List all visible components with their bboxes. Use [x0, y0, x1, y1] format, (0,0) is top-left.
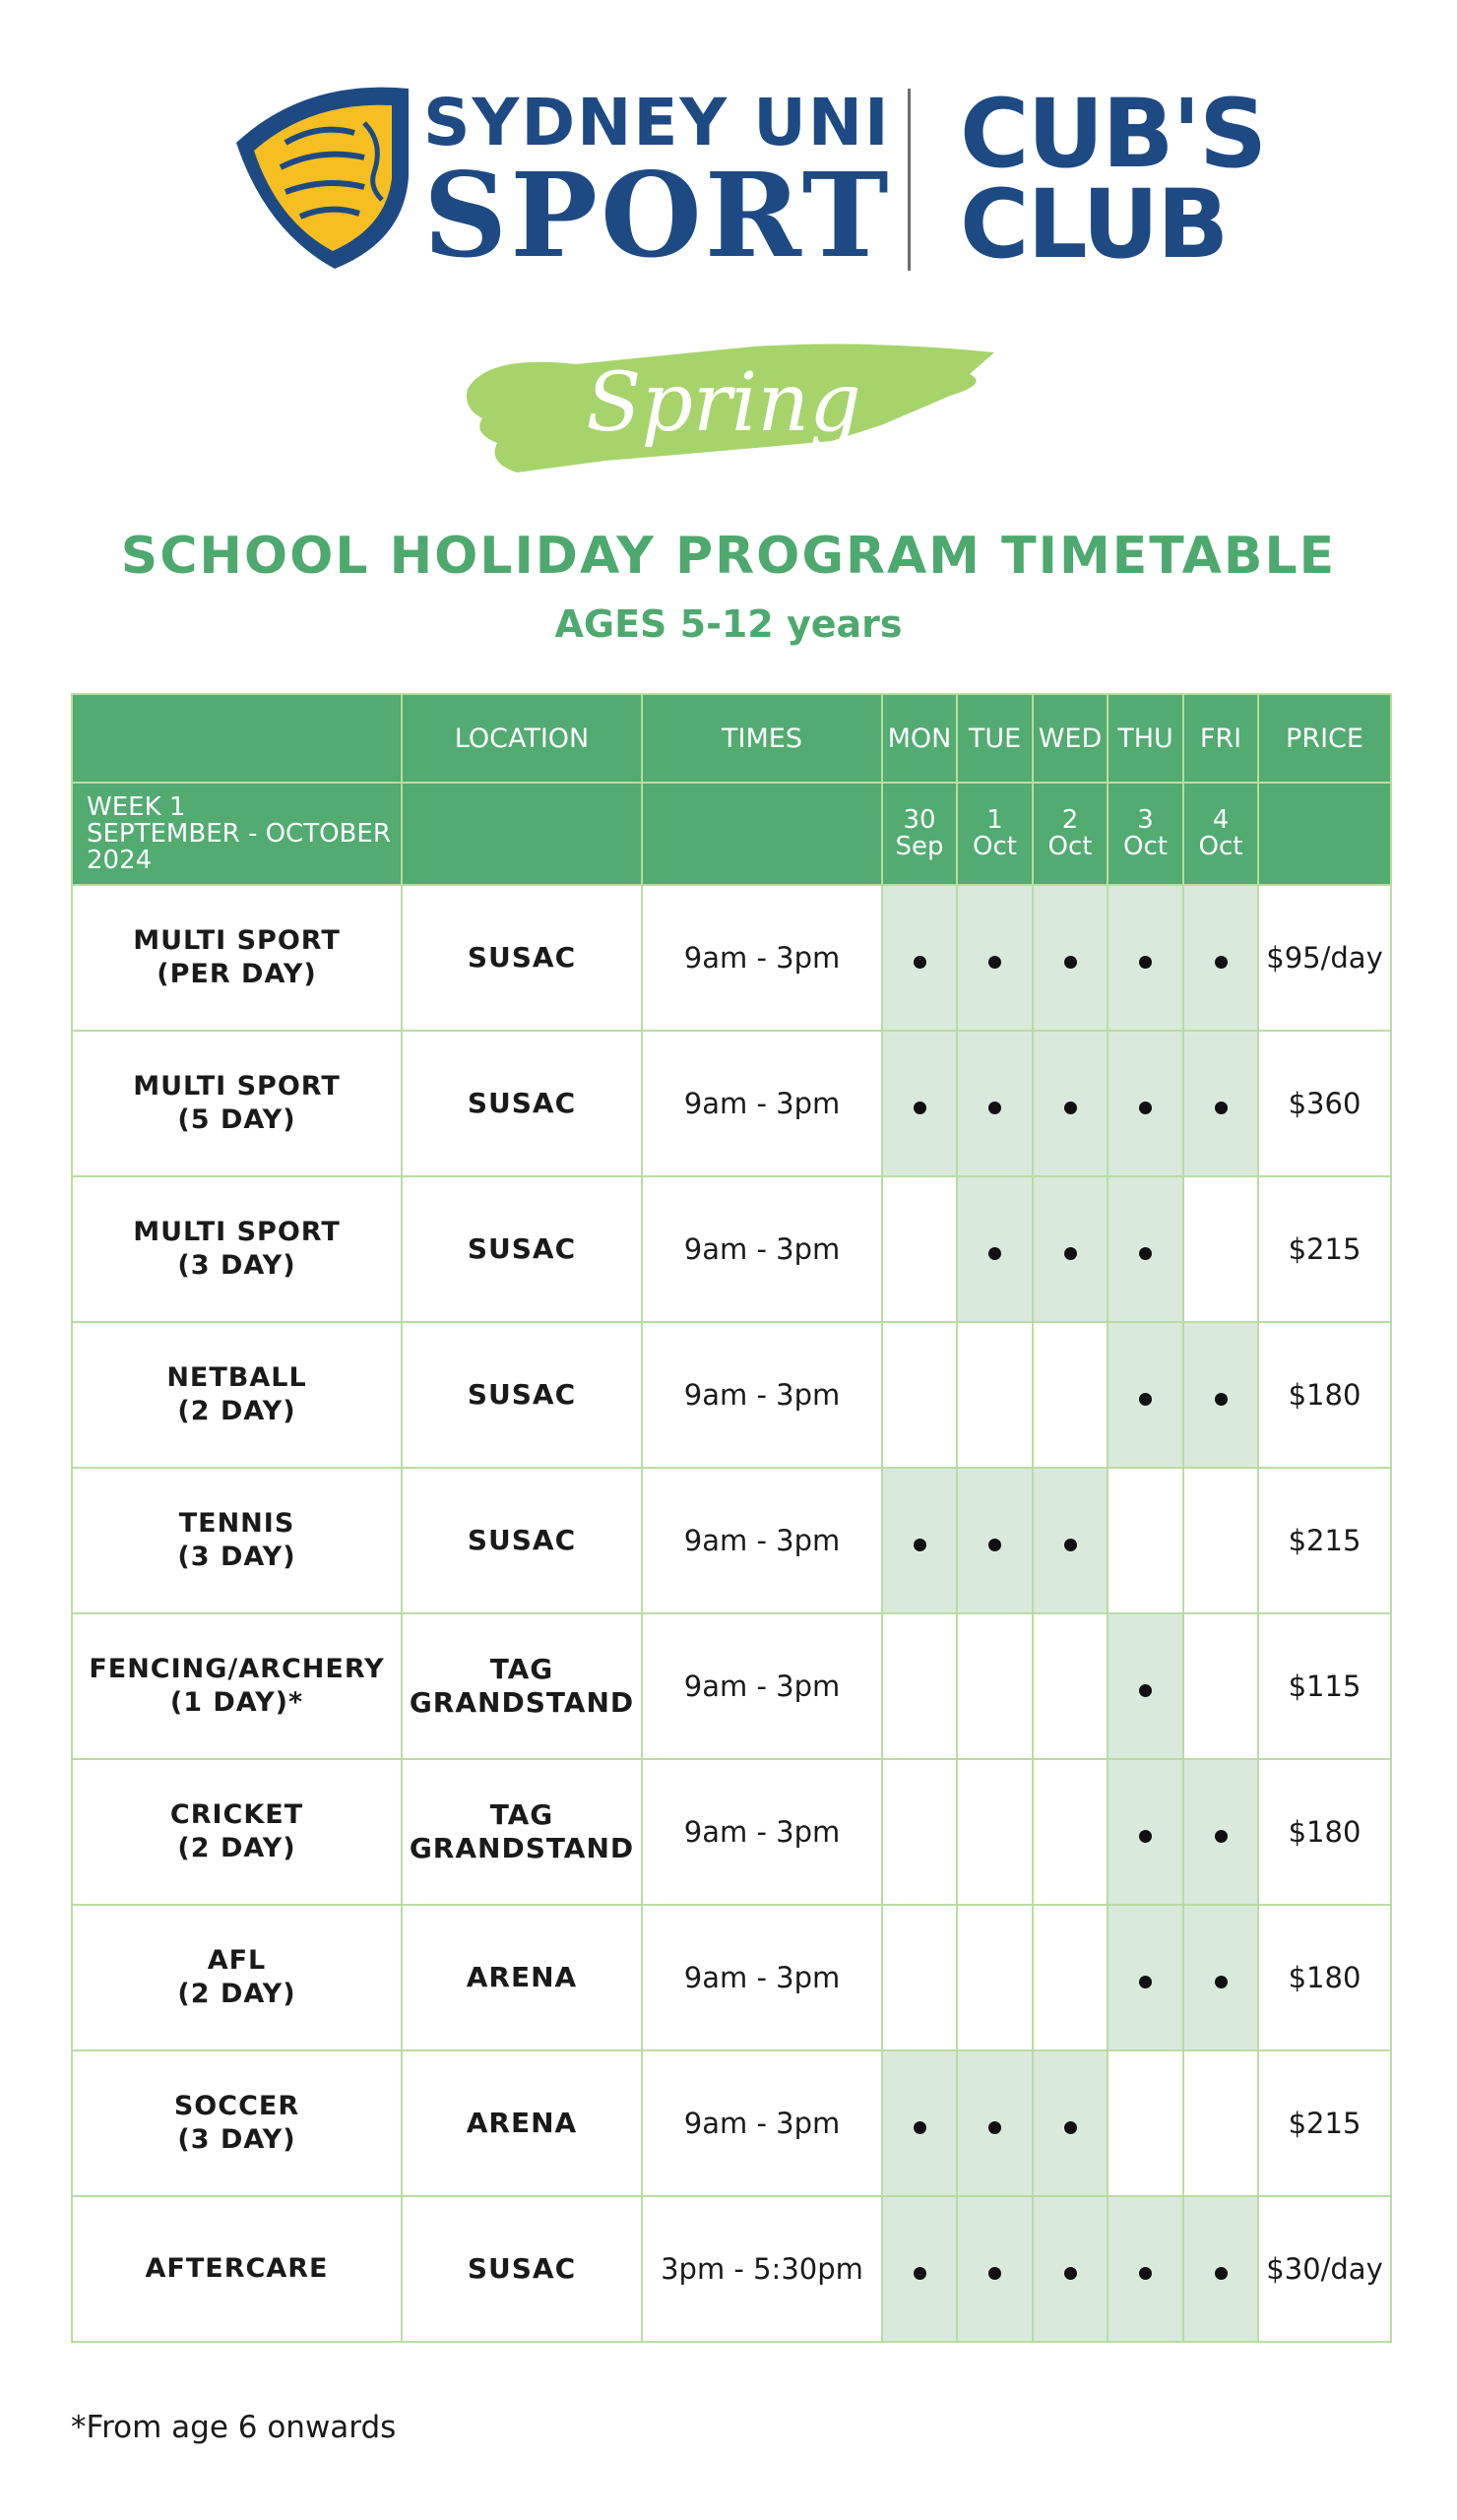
- day-cell-mon: [882, 1759, 957, 1905]
- logo-line-1: SYDNEY UNI: [423, 85, 891, 160]
- header-tue: TUE: [957, 694, 1033, 783]
- bullet-icon: [1064, 956, 1077, 969]
- header-row: [72, 694, 1391, 783]
- activity-name: AFL: [207, 1945, 267, 1976]
- week-row: [72, 783, 1391, 885]
- bullet-icon: [914, 2121, 926, 2134]
- day-cell-thu: [1108, 1613, 1183, 1759]
- table-row: [72, 1322, 1391, 1468]
- day-cell-mon: [882, 885, 957, 1031]
- location-name: SUSAC: [467, 2252, 577, 2285]
- day-cell-fri: [1183, 2196, 1258, 2342]
- day-cell-thu: [1108, 885, 1183, 1031]
- bullet-icon: [1064, 1539, 1077, 1551]
- day-cell-wed: [1033, 1759, 1108, 1905]
- day-cell-tue: [957, 2196, 1033, 2342]
- times-cell: 9am - 3pm: [642, 1613, 882, 1759]
- activity-detail: (2 DAY): [177, 1396, 296, 1426]
- bullet-icon: [1215, 1830, 1228, 1843]
- day-cell-mon: [882, 1176, 957, 1322]
- date-month: Oct: [1198, 832, 1243, 861]
- date-fri: [1183, 783, 1258, 885]
- date-day: 4: [1212, 805, 1230, 835]
- day-cell-tue: [957, 1905, 1033, 2050]
- header-activity: [72, 694, 402, 783]
- price-cell: $215: [1258, 1468, 1391, 1613]
- location-cell: [402, 2050, 642, 2196]
- day-cell-tue: [957, 1759, 1033, 1905]
- table-row: [72, 1031, 1391, 1176]
- table-row: [72, 1176, 1391, 1322]
- table-row: [72, 1468, 1391, 1613]
- day-cell-wed: [1033, 885, 1108, 1031]
- day-cell-fri: [1183, 885, 1258, 1031]
- day-cell-thu: [1108, 2050, 1183, 2196]
- header-location: LOCATION: [402, 694, 642, 783]
- bullet-icon: [914, 956, 926, 969]
- day-cell-wed: [1033, 1322, 1108, 1468]
- location-name: SUSAC: [467, 1524, 577, 1556]
- day-cell-mon: [882, 1905, 957, 2050]
- times-cell: 9am - 3pm: [642, 2050, 882, 2196]
- bullet-icon: [1139, 1976, 1152, 1988]
- week-times-blank: [642, 783, 882, 885]
- timetable: [71, 693, 1392, 2343]
- day-cell-fri: [1183, 1905, 1258, 2050]
- bullet-icon: [1064, 2267, 1077, 2280]
- bullet-icon: [1215, 1393, 1228, 1406]
- date-wed: [1033, 783, 1108, 885]
- day-cell-wed: [1033, 1905, 1108, 2050]
- bullet-icon: [914, 1539, 926, 1551]
- header-fri: FRI: [1183, 694, 1258, 783]
- location-name-2: GRANDSTAND: [409, 1832, 635, 1864]
- location-name: SUSAC: [467, 1087, 577, 1119]
- bullet-icon: [988, 1247, 1001, 1260]
- location-name-2: GRANDSTAND: [409, 1686, 635, 1719]
- date-day: 1: [986, 805, 1003, 835]
- activity-detail: (3 DAY): [177, 1542, 296, 1572]
- bullet-icon: [914, 1102, 926, 1114]
- day-cell-thu: [1108, 1176, 1183, 1322]
- location-name: SUSAC: [467, 1378, 577, 1411]
- day-cell-thu: [1108, 1759, 1183, 1905]
- header-times: TIMES: [642, 694, 882, 783]
- location-cell: [402, 1613, 642, 1759]
- activity-name: MULTI SPORT: [133, 1071, 341, 1102]
- bullet-icon: [1064, 2121, 1077, 2134]
- location-cell: [402, 2196, 642, 2342]
- price-cell: $180: [1258, 1322, 1391, 1468]
- location-name: ARENA: [466, 1961, 578, 1993]
- week-location-blank: [402, 783, 642, 885]
- logo-divider: [908, 89, 911, 271]
- day-cell-tue: [957, 1322, 1033, 1468]
- date-month: Oct: [1123, 832, 1168, 861]
- activity-detail: (3 DAY): [177, 2124, 296, 2155]
- bullet-icon: [1215, 956, 1228, 969]
- lion-shield-icon: [226, 84, 413, 271]
- bullet-icon: [1139, 1830, 1152, 1843]
- date-tue: [957, 783, 1033, 885]
- activity-name: MULTI SPORT: [133, 1217, 341, 1247]
- header-thu: THU: [1108, 694, 1183, 783]
- activity-cell: [72, 1176, 402, 1322]
- location-name: SUSAC: [467, 1232, 577, 1265]
- bullet-icon: [1139, 1393, 1152, 1406]
- activity-cell: [72, 2050, 402, 2196]
- bullet-icon: [1064, 1247, 1077, 1260]
- day-cell-fri: [1183, 1322, 1258, 1468]
- activity-cell: [72, 1322, 402, 1468]
- times-cell: 9am - 3pm: [642, 1468, 882, 1613]
- table-row: [72, 885, 1391, 1031]
- bullet-icon: [988, 1102, 1001, 1114]
- bullet-icon: [1064, 1102, 1077, 1114]
- activity-cell: [72, 1468, 402, 1613]
- cubs-line-2: CLUB: [960, 169, 1228, 280]
- activity-cell: [72, 1759, 402, 1905]
- bullet-icon: [1215, 2267, 1228, 2280]
- day-cell-fri: [1183, 1759, 1258, 1905]
- season-label: Spring: [586, 356, 861, 450]
- date-day: 30: [903, 805, 936, 835]
- footnote: *From age 6 onwards: [71, 2410, 397, 2445]
- times-cell: 9am - 3pm: [642, 885, 882, 1031]
- activity-name: TENNIS: [178, 1508, 295, 1539]
- price-cell: $180: [1258, 1905, 1391, 2050]
- day-cell-mon: [882, 1468, 957, 1613]
- date-mon: [882, 783, 957, 885]
- day-cell-thu: [1108, 1322, 1183, 1468]
- location-name: SUSAC: [467, 941, 577, 974]
- header-wed: WED: [1033, 694, 1108, 783]
- times-cell: 9am - 3pm: [642, 1322, 882, 1468]
- times-cell: 9am - 3pm: [642, 1759, 882, 1905]
- day-cell-thu: [1108, 1468, 1183, 1613]
- page-subtitle: AGES 5-12 years: [554, 602, 903, 646]
- date-month: Oct: [973, 832, 1017, 861]
- location-cell: [402, 1468, 642, 1613]
- activity-name: AFTERCARE: [145, 2253, 329, 2284]
- table-row: [72, 1759, 1391, 1905]
- bullet-icon: [988, 956, 1001, 969]
- week-label: [72, 783, 402, 885]
- price-cell: $180: [1258, 1759, 1391, 1905]
- day-cell-wed: [1033, 2196, 1108, 2342]
- bullet-icon: [1139, 1247, 1152, 1260]
- price-cell: $115: [1258, 1613, 1391, 1759]
- bullet-icon: [1215, 1102, 1228, 1114]
- price-cell: $95/day: [1258, 885, 1391, 1031]
- date-day: 2: [1061, 805, 1079, 835]
- location-name: ARENA: [466, 2107, 578, 2139]
- day-cell-tue: [957, 885, 1033, 1031]
- day-cell-wed: [1033, 2050, 1108, 2196]
- week-line-2: SEPTEMBER - OCTOBER: [87, 818, 391, 849]
- price-cell: $215: [1258, 2050, 1391, 2196]
- date-thu: [1108, 783, 1183, 885]
- activity-detail: (PER DAY): [157, 959, 317, 989]
- table-row: [72, 1905, 1391, 2050]
- bullet-icon: [1139, 1102, 1152, 1114]
- day-cell-mon: [882, 1322, 957, 1468]
- header-mon: MON: [882, 694, 957, 783]
- location-cell: [402, 885, 642, 1031]
- timetable-body: [72, 885, 1391, 2342]
- day-cell-fri: [1183, 1613, 1258, 1759]
- day-cell-thu: [1108, 2196, 1183, 2342]
- logo-line-2: SPORT: [423, 147, 892, 284]
- week-line-1: WEEK 1: [87, 791, 186, 822]
- bullet-icon: [988, 1539, 1001, 1551]
- location-cell: [402, 1176, 642, 1322]
- day-cell-fri: [1183, 1176, 1258, 1322]
- day-cell-tue: [957, 1176, 1033, 1322]
- activity-cell: [72, 1613, 402, 1759]
- bullet-icon: [1139, 1684, 1152, 1697]
- logo-row: [0, 69, 1457, 285]
- activity-name: SOCCER: [173, 2091, 300, 2121]
- activity-name: MULTI SPORT: [133, 925, 341, 956]
- header-price: PRICE: [1258, 694, 1391, 783]
- bullet-icon: [914, 2267, 926, 2280]
- activity-cell: [72, 885, 402, 1031]
- day-cell-wed: [1033, 1613, 1108, 1759]
- day-cell-mon: [882, 2196, 957, 2342]
- price-cell: $30/day: [1258, 2196, 1391, 2342]
- activity-detail: (5 DAY): [177, 1104, 296, 1135]
- table-row: [72, 2050, 1391, 2196]
- cubs-line-1: CUB'S: [960, 79, 1266, 189]
- day-cell-tue: [957, 2050, 1033, 2196]
- day-cell-mon: [882, 1031, 957, 1176]
- activity-cell: [72, 1905, 402, 2050]
- week-price-blank: [1258, 783, 1391, 885]
- day-cell-wed: [1033, 1031, 1108, 1176]
- week-line-3: 2024: [87, 845, 153, 875]
- table-row: [72, 1613, 1391, 1759]
- activity-cell: [72, 1031, 402, 1176]
- activity-detail: (2 DAY): [177, 1979, 296, 2009]
- activity-cell: [72, 2196, 402, 2342]
- times-cell: 3pm - 5:30pm: [642, 2196, 882, 2342]
- bullet-icon: [1139, 2267, 1152, 2280]
- table-row: [72, 2196, 1391, 2342]
- day-cell-thu: [1108, 1031, 1183, 1176]
- day-cell-fri: [1183, 1468, 1258, 1613]
- times-cell: 9am - 3pm: [642, 1031, 882, 1176]
- activity-name: NETBALL: [166, 1362, 307, 1393]
- price-cell: $360: [1258, 1031, 1391, 1176]
- day-cell-tue: [957, 1613, 1033, 1759]
- times-cell: 9am - 3pm: [642, 1905, 882, 2050]
- bullet-icon: [988, 2267, 1001, 2280]
- activity-name: CRICKET: [169, 1799, 304, 1830]
- sydney-uni-sport-logo: [423, 85, 892, 284]
- bullet-icon: [1139, 956, 1152, 969]
- day-cell-tue: [957, 1031, 1033, 1176]
- day-cell-thu: [1108, 1905, 1183, 2050]
- day-cell-mon: [882, 2050, 957, 2196]
- cubs-club-logo: [960, 79, 1266, 280]
- location-cell: [402, 1759, 642, 1905]
- day-cell-tue: [957, 1468, 1033, 1613]
- bullet-icon: [1215, 1976, 1228, 1988]
- location-name: TAG: [489, 1653, 554, 1685]
- date-day: 3: [1137, 805, 1154, 835]
- page-title: SCHOOL HOLIDAY PROGRAM TIMETABLE: [120, 527, 1337, 586]
- bullet-icon: [988, 2121, 1001, 2134]
- times-cell: 9am - 3pm: [642, 1176, 882, 1322]
- activity-name: FENCING/ARCHERY: [89, 1654, 385, 1684]
- location-cell: [402, 1322, 642, 1468]
- day-cell-fri: [1183, 1031, 1258, 1176]
- day-cell-mon: [882, 1613, 957, 1759]
- activity-detail: (2 DAY): [177, 1833, 296, 1863]
- date-month: Sep: [895, 832, 944, 861]
- day-cell-wed: [1033, 1176, 1108, 1322]
- activity-detail: (3 DAY): [177, 1250, 296, 1281]
- location-name: TAG: [489, 1798, 554, 1831]
- price-cell: $215: [1258, 1176, 1391, 1322]
- season-banner: [458, 335, 1009, 482]
- location-cell: [402, 1905, 642, 2050]
- activity-detail: (1 DAY)*: [169, 1687, 304, 1718]
- location-cell: [402, 1031, 642, 1176]
- day-cell-wed: [1033, 1468, 1108, 1613]
- date-month: Oct: [1047, 832, 1093, 861]
- day-cell-fri: [1183, 2050, 1258, 2196]
